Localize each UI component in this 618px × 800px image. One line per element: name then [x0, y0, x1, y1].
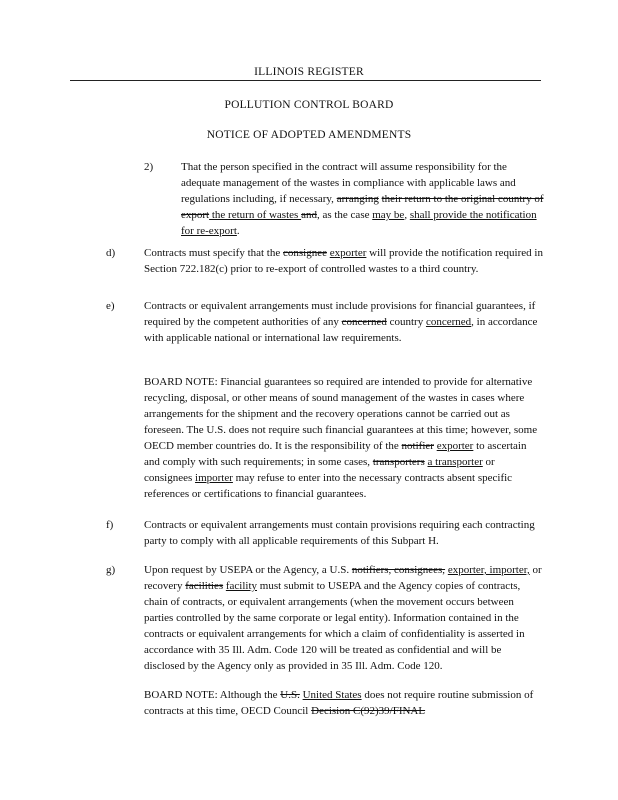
notice-title: NOTICE OF ADOPTED AMENDMENTS [206, 129, 412, 141]
header-rule [70, 80, 541, 81]
item-f-text: Contracts or equivalent arrangements must contain provisions requiring each contracting party to comply with all applicable requirements of this Subpart H. [144, 519, 535, 547]
item-2-label: 2) [144, 161, 154, 173]
item-e-text: Contracts or equivalent arrangements must include provisions for financial guarantees, if required by the competent authorities of any concerned country concerned, in accordance with applicable national or international law requirements. [144, 300, 538, 344]
item-g-text: Upon request by USEPA or the Agency, a U.S. notifiers, consignees, exporter, importer, or recovery facilities facility must submit to USEPA and the Agency copies of contracts, chain of contracts, or equivalent arrangements (when the movement occurs between parties controlled by the same corporate or legal entity). Information contained in the contracts or equivalent arrangements for which a claim of confidentiality is asserted in accordance with 35 Ill. Adm. Code 120 will be treated as confidential and will be disclosed by the Agency only as provided in 35 Ill. Adm. Code 120. [144, 564, 542, 672]
item-e-label: e) [106, 300, 115, 312]
item-2-text: That the person specified in the contract will assume responsibility for the adequate management of the wastes in compliance with applicable laws and regulations including, if necessary, arranging their return to the original country of export the return of wastes and, as the case may be, shall provide the notification for re-export. [181, 161, 544, 237]
board-note-contracts: BOARD NOTE: Although the U.S. United States does not require routine submission of contracts at this time, OECD Council Decision C(92)39/FINAL [144, 689, 534, 717]
item-f-label: f) [106, 519, 114, 531]
item-d-text: Contracts must specify that the consignee exporter will provide the notification required in Section 722.182(c) prior to re-export of controlled wastes to a third country. [144, 247, 543, 275]
register-title: ILLINOIS REGISTER [254, 66, 364, 78]
board-title: POLLUTION CONTROL BOARD [224, 99, 394, 111]
board-note-financial: BOARD NOTE: Financial guarantees so required are intended to provide for alternative recycling, disposal, or other means of sound management of the wastes in cases where arrangements for the shipment and the recovery operations cannot be carried out as foreseen. The U.S. does not require such financial guarantees at this time; however, some OECD member countries do. It is the responsibility of the notifier exporter to ascertain and comply with such requirements; in some cases, transporters a transporter or consignees importer may refuse to enter into the necessary contracts absent specific references or certifications to financial guarantees. [144, 376, 538, 500]
item-d-label: d) [106, 247, 116, 259]
item-g-label: g) [106, 564, 116, 576]
